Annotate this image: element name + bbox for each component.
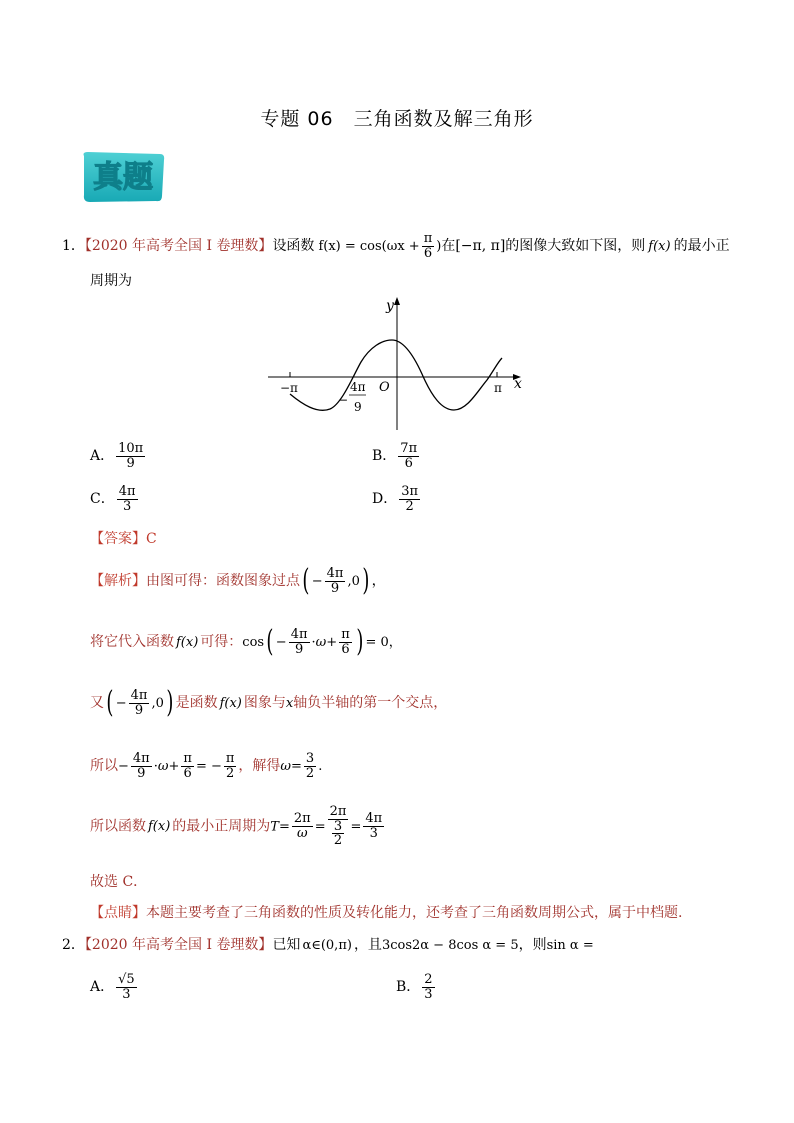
q1-stem [62,232,730,260]
q1-number: 1． [62,238,85,255]
q2-stem: 2．【2020 年高考全国 I 卷理数】已知 α∈(0,π) ，且3cos2α − 8cos α = 5，则sin α = [62,937,594,953]
q1-analysis-line5: 所以函数 f(x) 的最小正周期为T= $\frac{2\pi}{\omega}$ = $\frac{2\pi}{\frac{3}{2}}$ = $\frac{4\pi}{3}$ [90,804,383,849]
q1-stem-post: 的最小正 [673,238,730,255]
y-axis-arrow [394,297,400,305]
q1-pi6-frac: $\frac{\pi}{6}$ [423,231,433,261]
q1-analysis-line6: 故选 C． [90,874,148,890]
q1-analysis-line4: 所以− $\frac{4\pi}{9}$ ·ω+ $\frac{\pi}{6}$ = − $\frac{\pi}{2}$ ，解得ω= $\frac{3}{2}$ . [90,751,323,781]
q1-close-paren: ) [436,239,442,255]
zero-num-label: 4π [350,380,366,394]
q1-stem-mid: 在[−π, π]的图像大致如下图，则 [441,238,646,255]
q1-graph [262,292,532,432]
q1-analysis-line2: 将它代入函数 f(x) 可得：cos( − $\frac{4\pi}{9}$ ·ω+ $\frac{\pi}{6}$ ) = 0， [90,624,402,659]
curve [290,340,502,410]
q1-option-c[interactable]: C． $\frac{4\pi}{3}$ [90,484,136,514]
section-badge [80,150,166,204]
q2-option-a[interactable]: A． $\frac{√5}{3}$ [90,972,135,1002]
q1-analysis-line3: 又( − $\frac{4\pi}{9}$ ,0) 是函数 f(x) 图象与x轴负半轴的第一个交点， [90,685,448,720]
origin-label: O [379,380,390,395]
q1-option-a[interactable]: A． $\frac{10\pi}{9}$ [90,441,144,471]
q1-analysis-line1: 【解析】由图可得：函数图象过点( − $\frac{4\pi}{9}$ ,0) ， [90,563,386,598]
q1-answer: 【答案】C [90,531,157,547]
q1-stem-line2: 周期为 [90,273,132,289]
q1-source: 【2020 年高考全国 I 卷理数】 [84,238,273,255]
badge-text: 真题 [93,160,153,195]
q1-option-d[interactable]: D． $\frac{3\pi}{2}$ [372,484,419,514]
q1-func: f(x) = cos(ωx + [318,239,420,255]
y-label: y [386,298,394,314]
q2-option-b[interactable]: B． $\frac{2}{3}$ [396,972,433,1002]
q1-stem-pre: 设函数 [272,238,315,255]
q1-tip: 【点睛】本题主要考查了三角函数的性质及转化能力，还考查了三角函数周期公式，属于中档题. [90,905,683,921]
zero-den-label: 9 [354,400,362,414]
neg-pi-label: −π [280,381,298,395]
pi-label: π [494,381,502,395]
minus-label: − [338,393,349,407]
q1-option-b[interactable]: B． $\frac{7\pi}{6}$ [372,441,418,471]
x-label: x [514,376,522,392]
page-title: 专题 06 三角函数及解三角形 [260,108,534,130]
q1-fx: f(x) [648,239,671,255]
